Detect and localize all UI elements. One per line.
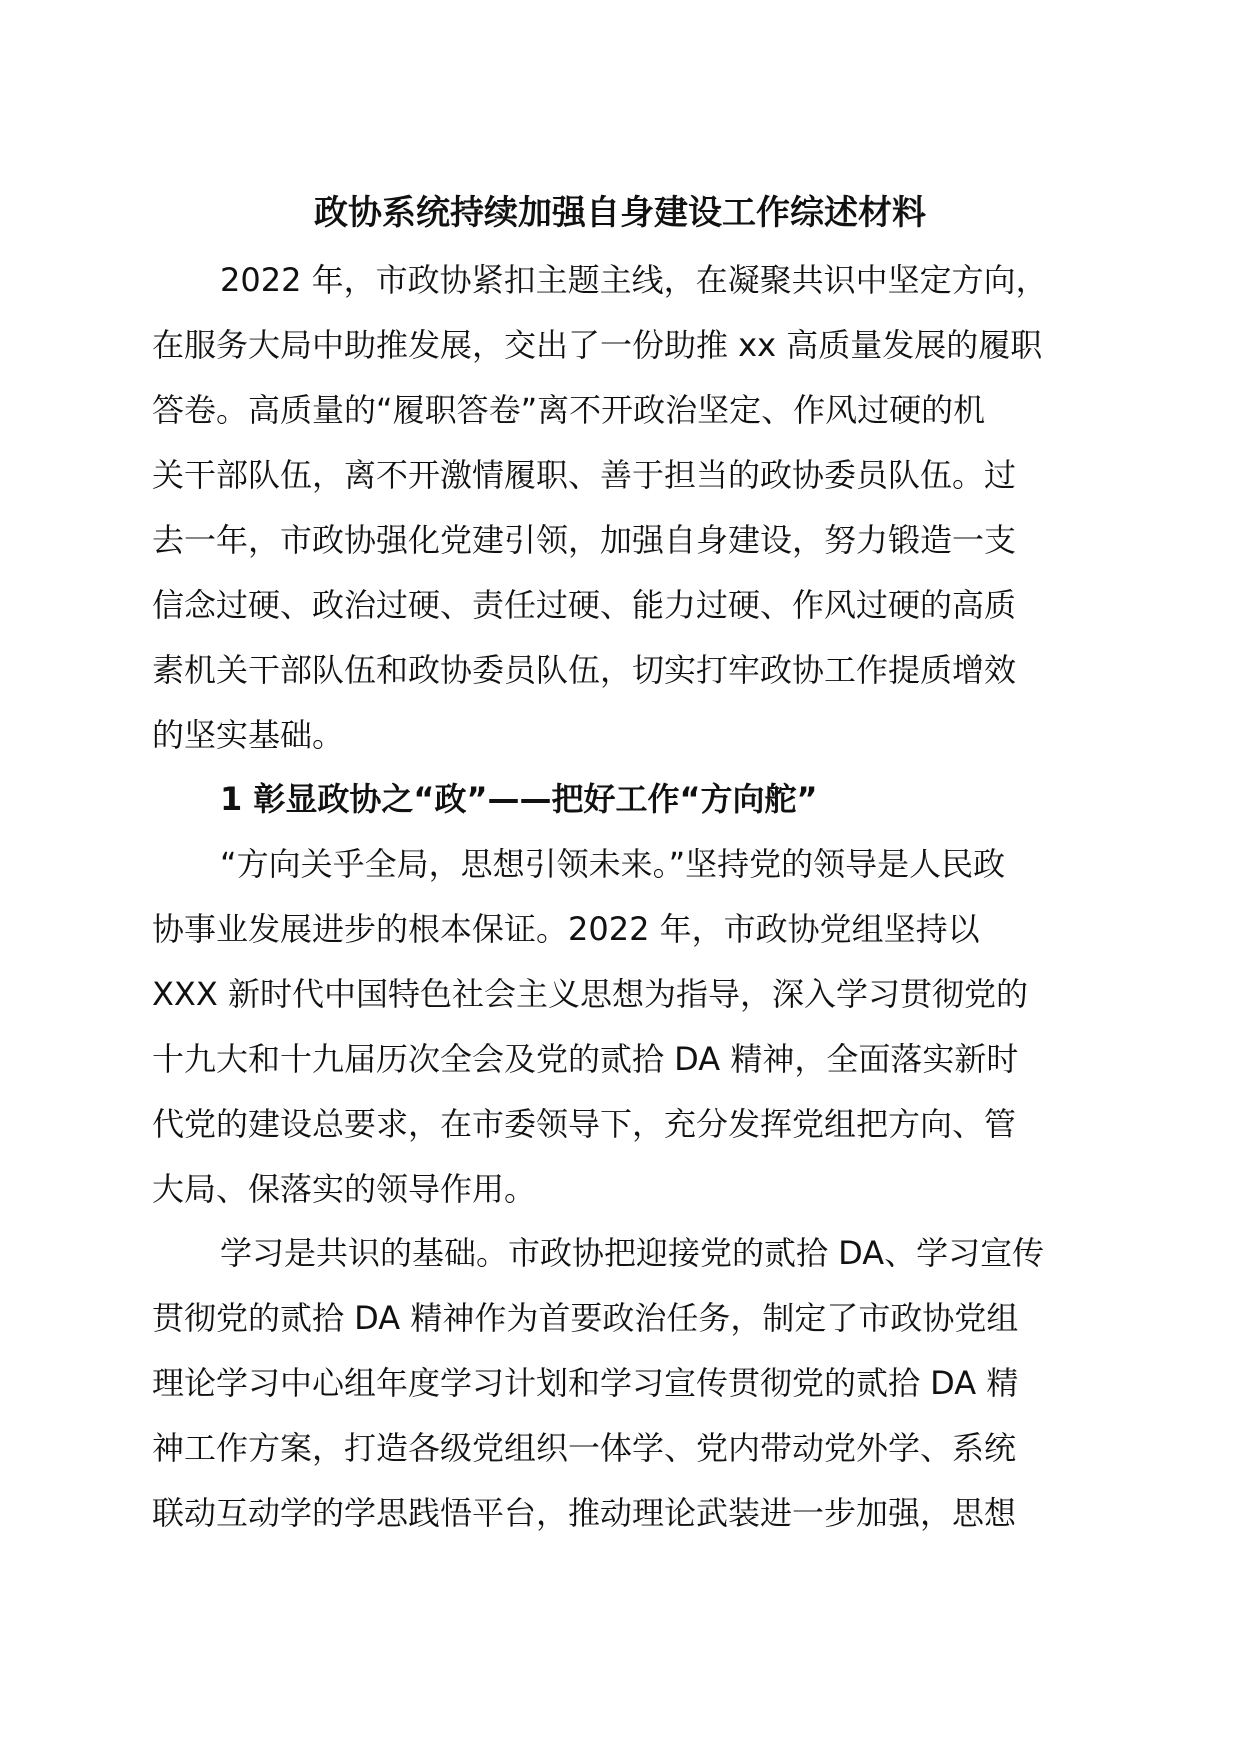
text-line: XXX 新时代中国特色社会主义思想为指导，深入学习贯彻党的 <box>152 975 1028 1013</box>
text-line: 关干部队伍，离不开激情履职、善于担当的政协委员队伍。过 <box>152 456 1017 494</box>
paragraph-study <box>152 1221 1072 1546</box>
text-line: 的坚实基础。 <box>152 716 345 754</box>
text-line: 联动互动学的学思践悟平台，推动理论武装进一步加强，思想 <box>152 1494 1017 1532</box>
text-line: 贯彻党的贰拾 DA 精神作为首要政治任务，制定了市政协党组 <box>152 1299 1019 1337</box>
text-line: “方向关乎全局，思想引领未来。”坚持党的领导是人民政 <box>220 845 1006 883</box>
text-line: 协事业发展进步的根本保证。2022 年，市政协党组坚持以 <box>152 910 980 948</box>
text-line: 代党的建设总要求，在市委领导下，充分发挥党组把方向、管 <box>152 1105 1017 1143</box>
text-line: 在服务大局中助推发展，交出了一份助推 xx 高质量发展的履职 <box>152 326 1043 364</box>
text-line: 2022 年，市政协紧扣主题主线，在凝聚共识中坚定方向， <box>220 261 1048 299</box>
text-line: 学习是共识的基础。市政协把迎接党的贰拾 DA、学习宣传 <box>220 1234 1045 1272</box>
text-line: 信念过硬、政治过硬、责任过硬、能力过硬、作风过硬的高质 <box>152 586 1017 624</box>
paragraph-intro <box>152 248 1072 768</box>
text-line: 去一年，市政协强化党建引领，加强自身建设，努力锻造一支 <box>152 521 1017 559</box>
text-line: 大局、保落实的领导作用。 <box>152 1170 537 1208</box>
text-line: 十九大和十九届历次全会及党的贰拾 DA 精神，全面落实新时 <box>152 1040 1019 1078</box>
text-line: 神工作方案，打造各级党组织一体学、党内带动党外学、系统 <box>152 1429 1017 1467</box>
section-heading: 1 彰显政协之“政”——把好工作“方向舵” <box>220 780 818 818</box>
text-line: 理论学习中心组年度学习计划和学习宣传贯彻党的贰拾 DA 精 <box>152 1364 1019 1402</box>
text-line: 素机关干部队伍和政协委员队伍，切实打牢政协工作提质增效 <box>152 651 1017 689</box>
section-1 <box>152 767 1072 1222</box>
text-line: 答卷。高质量的“履职答卷”离不开政治坚定、作风过硬的机 <box>152 391 986 429</box>
document-title: 政协系统持续加强自身建设工作综述材料 <box>314 193 926 233</box>
